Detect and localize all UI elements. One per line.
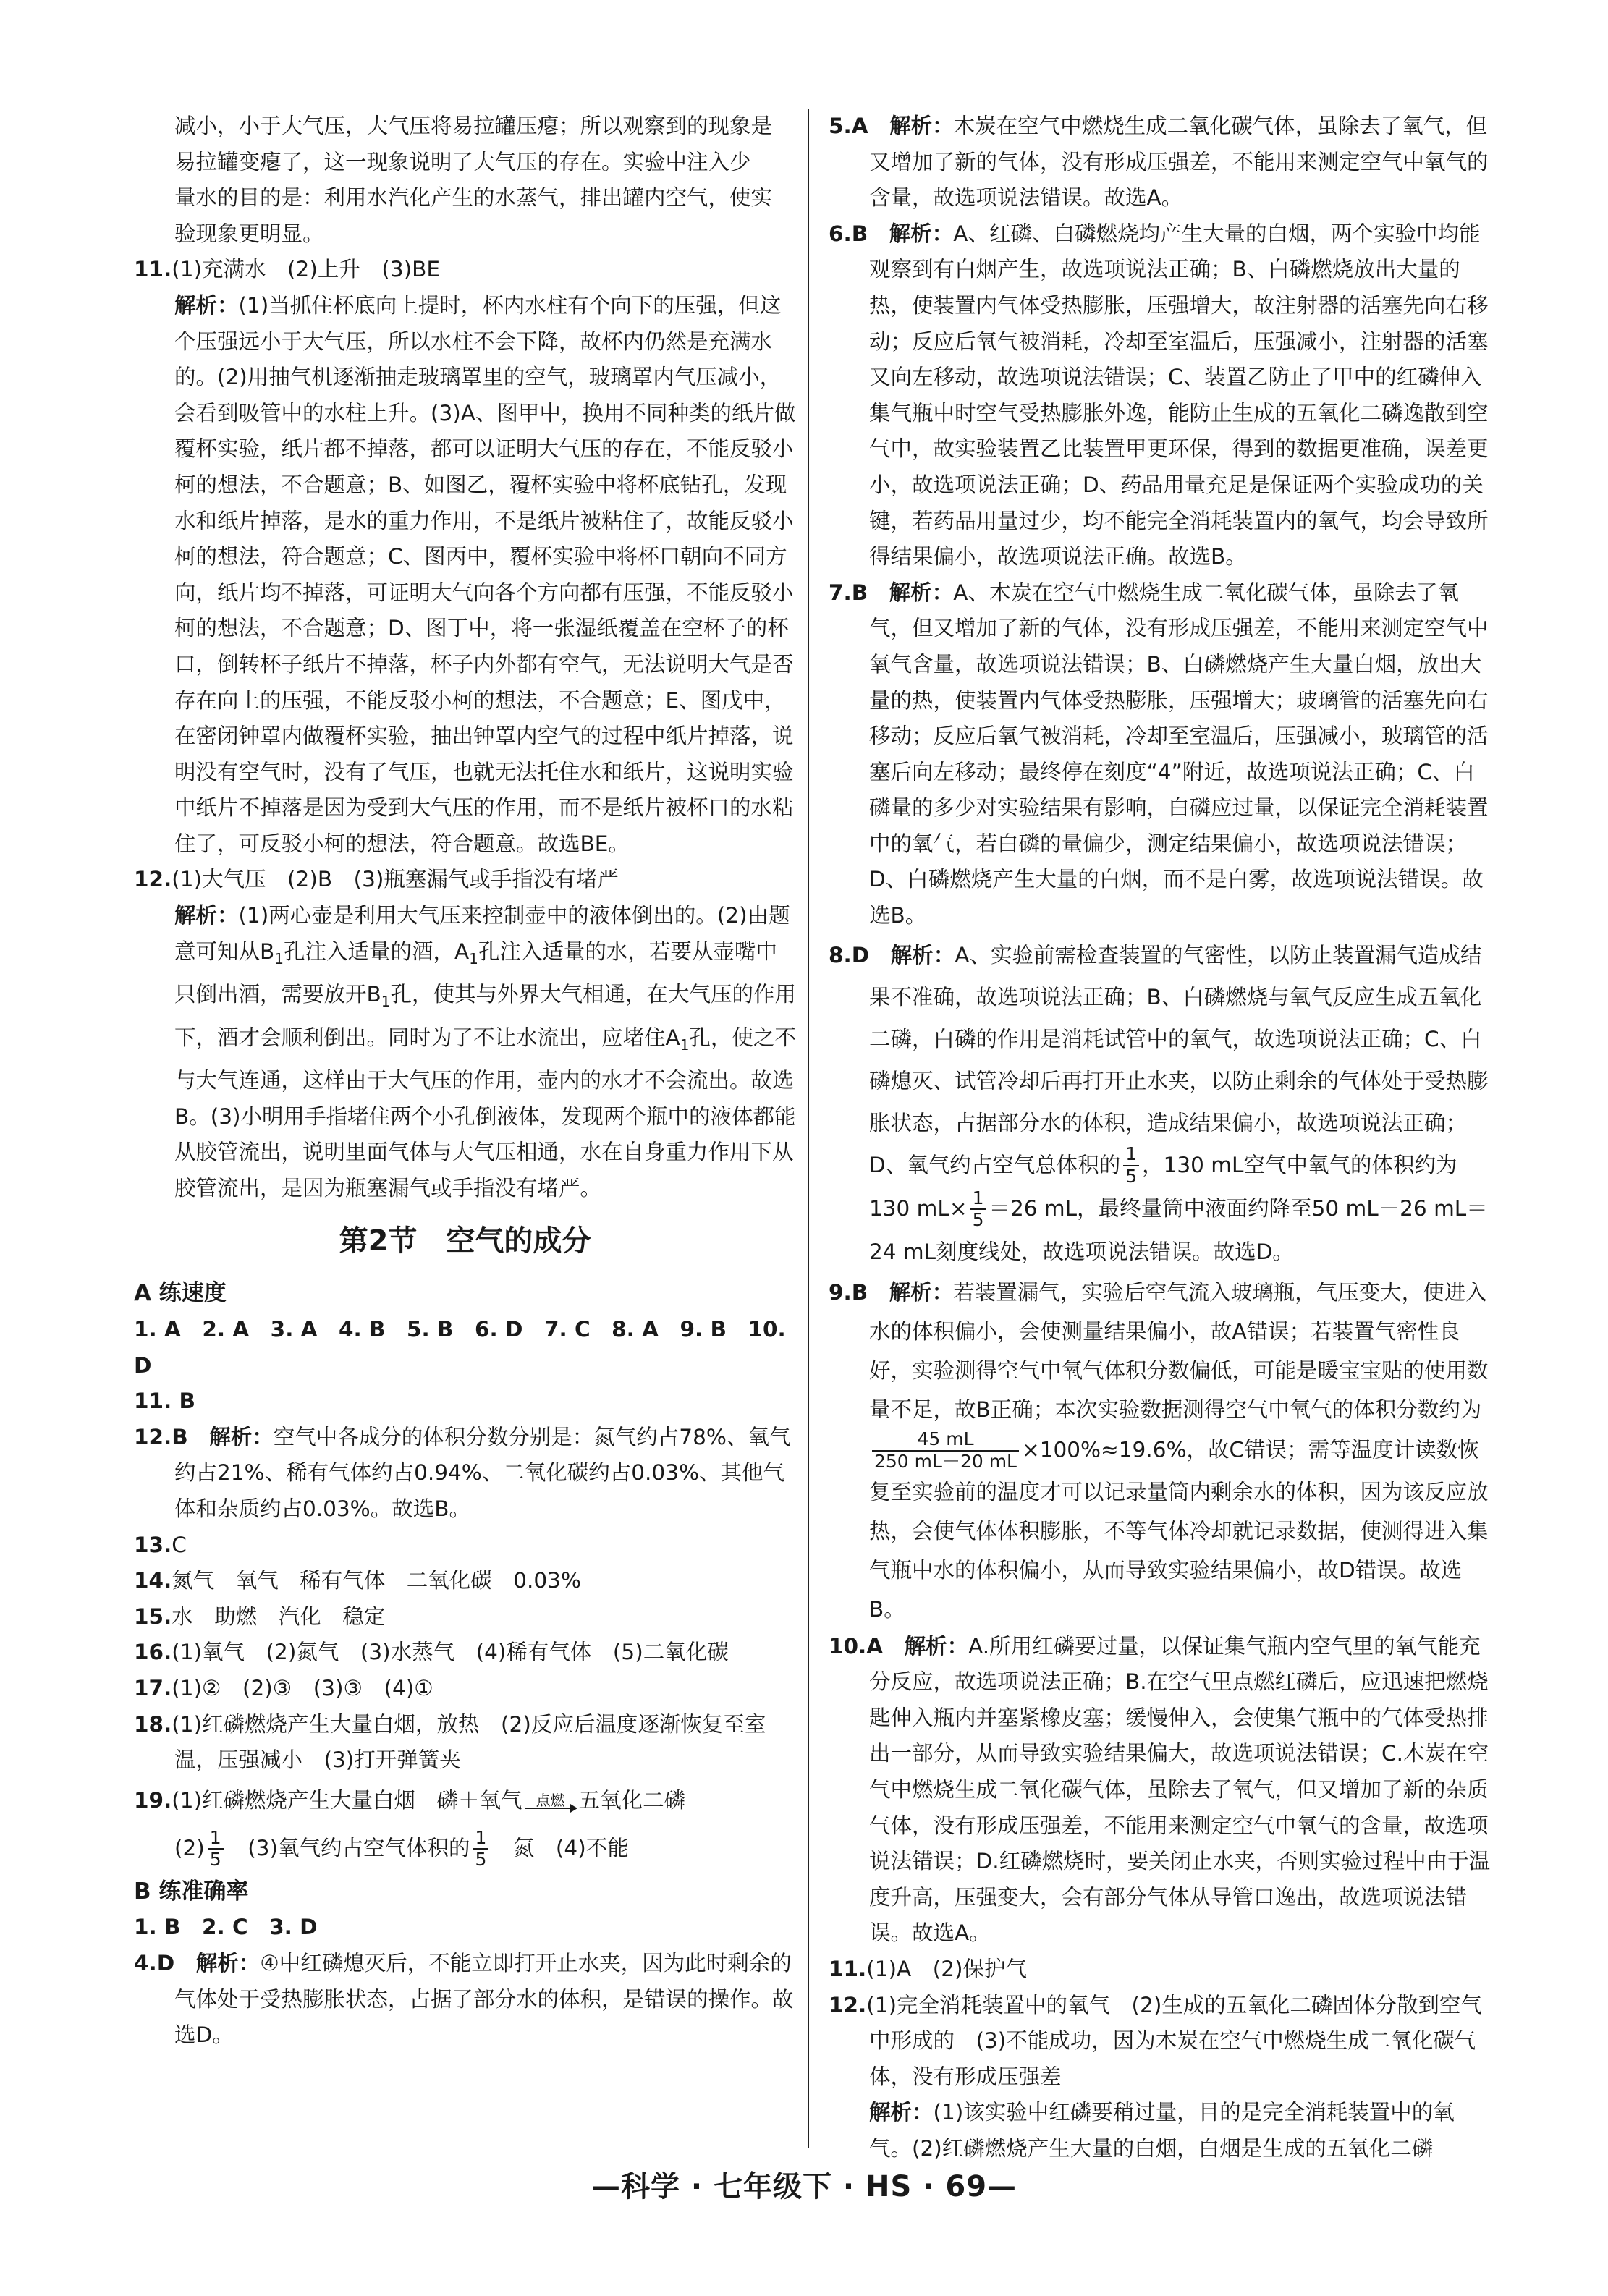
answer-9: 9.B 解析：若装置漏气，实验后空气流入玻璃瓶，气压变大，使进入水的体积偏小，会使测量结果偏小，故A错误；若装置气密性良好，实验测得空气中氧气体积分数偏低，可能是暖宝宝贴的使用数量不足，故B正确；本次实验数据测得空气中氧气的体积分数约为 $\frac{45 mL}{250 mL-20 mL}$ ×100%≈19.6%，故C错误；需等温度计读数恢复至实验前的温度才可以记录量筒内剩余水的体积，因为该反应放热，会使气体体积膨胀，不等气体冷却就记录数据，使测得进入集气瓶中水的体积偏小，从而导致实验结果偏小，故D错误。故选B。 — [829, 1280, 1489, 1622]
explanation-11: 解析：(1)当抓住杯底向上提时，杯内水柱有个向下的压强，但这个压强远小于大气压，所以水柱不会下降，故杯内仍然是充满水的。(2)用抽气机逐渐抽走玻璃罩里的空气，玻璃罩内气压减小，会看到吸管中的水柱上升。(3)A、图甲中，换用不同种类的纸片做覆杯实验，纸片都不掉落，都可以证明大气压的存在，不能反驳小柯的想法，不合题意；B、如图乙，覆杯实验中将杯底钻孔，发现水和纸片掉落，是水的重力作用，不是纸片被粘住了，故能反驳小柯的想法，符合题意；C、图丙中，覆杯实验中将杯口朝向不同方向，纸片均不掉落，可证明大气向各个方向都有压强，不能反驳小柯的想法，不合题意；D、图丁中，将一张湿纸覆盖在空杯子的杯口，倒转杯子纸片不掉落，杯子内外都有空气，无法说明大气是否存在向上的压强，不能反驳小柯的想法，不合题意；E、图戊中，在密闭钟罩内做覆杯实验，抽出钟罩内空气的过程中纸片掉落，说明没有空气时，没有了气压，也就无法托住水和纸片，这说明实验中纸片不掉落是因为受到大气压的作用，而不是纸片被杯口的水粘住了，可反驳小柯的想法，符合题意。故选BE。 — [174, 292, 796, 856]
answer-18: 18.(1)红磷燃烧产生大量白烟，放热 (2)反应后温度逐渐恢复至室温，压强减小 (3)打开弹簧夹 — [134, 1711, 766, 1773]
cont-line: 易拉罐变瘪了，这一现象说明了大气压的存在。实验中注入少 — [174, 149, 751, 174]
left-column — [134, 109, 796, 2054]
section-title: 第2节 空气的成分 — [339, 1224, 591, 1258]
reaction-arrow: 点燃 — [525, 1793, 576, 1809]
answer-6: 6.B 解析：A、红磷、白磷燃烧均产生大量的白烟，两个实验中均能观察到有白烟产生，故选项说法正确；B、白磷燃烧放出大量的热，使装置内气体受热膨胀，压强增大，故注射器的活塞先向右移动；反应后氧气被消耗，冷却至室温后，压强减小，注射器的活塞又向左移动，故选项说法错误；C、装置乙防止了甲中的红磷伸入集气瓶中时空气受热膨胀外逸，能防止生成的五氧化二磷逸散到空气中，故实验装置乙比装置甲更环保，得到的数据更准确，误差更小，故选项说法正确；D、药品用量充足是保证两个实验成功的关键，若药品用量过少，均不能完全消耗装置内的氧气，均会导致所得结果偏小，故选项说法正确。故选B。 — [829, 221, 1489, 569]
right-column — [829, 109, 1491, 2167]
answers-row-2: 11. B — [134, 1389, 196, 1414]
answer-17: 17.(1)② (2)③ (3)③ (4)① — [134, 1676, 433, 1701]
fraction: $\frac{45 mL}{250 mL-20 mL}$ — [872, 1429, 1019, 1473]
explanation-12-right: 解析：(1)该实验中红磷要稍过量，目的是完全消耗装置中的氧气。(2)红磷燃烧产生大量的白烟，白烟是生成的五氧化二磷 — [869, 2100, 1455, 2161]
answer-15: 15.水 助燃 汽化 稳定 — [134, 1604, 386, 1629]
cont-line: 验现象更明显。 — [174, 221, 324, 246]
part-b-heading: B 练准确率 — [134, 1878, 249, 1905]
page-footer: —科学 · 七年级下 · HS · 69— — [591, 2170, 1017, 2203]
answer-19: 19.(1)红磷燃烧产生大量白烟 磷＋氧气 点燃 五氧化二磷 — [134, 1787, 686, 1813]
answer-11-right: 11.(1)A (2)保护气 — [829, 1957, 1028, 1981]
answer-4: 4.D 解析：④中红磷熄灭后，不能立即打开止水夹，因为此时剩余的气体处于受热膨胀状态，占据了部分水的体积，是错误的操作。故选D。 — [134, 1950, 794, 2048]
answer-19-cont: (2) $\frac{1}{5}$ (3)氧气约占空气体积的 $\frac{1}{5}$ 氮 (4)不能 — [174, 1826, 629, 1871]
answer-5: 5.A 解析：木炭在空气中燃烧生成二氧化碳气体，虽除去了氧气，但又增加了新的气体，没有形成压强差，不能用来测定空气中氧气的含量，故选项说法错误。故选A。 — [829, 114, 1489, 211]
answer-12: 12.(1)大气压 (2)B (3)瓶塞漏气或手指没有堵严 — [134, 867, 619, 892]
answer-7: 7.B 解析：A、木炭在空气中燃烧生成二氧化碳气体，虽除去了氧气，但又增加了新的气体，没有形成压强差，不能用来测定空气中氧气含量，故选项说法错误；B、白磷燃烧产生大量白烟，放出大量的热，使装置内气体受热膨胀，压强增大；玻璃管的活塞先向右移动；反应后氧气被消耗，冷却至室温后，压强减小，玻璃管的活塞后向左移动；最终停在刻度“4”附近，故选项说法正确；C、白磷量的多少对实验结果有影响，白磷应过量，以保证完全消耗装置中的氧气，若白磷的量偏少，测定结果偏小，故选项说法错误；D、白磷燃烧产生大量的白烟，而不是白雾，故选项说法错误。故选B。 — [829, 580, 1489, 928]
answer-8: 8.D 解析：A、实验前需检查装置的气密性，以防止装置漏气造成结果不准确，故选项说法正确；B、白磷燃烧与氧气反应生成五氧化二磷，白磷的作用是消耗试管中的氧气，故选项说法正确；C、白磷熄灭、试管冷却后再打开止水夹，以防止剩余的气体处于受热膨胀状态，占据部分水的体积，造成结果偏小，故选项说法正确；D、氧气约占空气总体积的 $\frac{1}{5}$ ，130 mL空气中氧气的体积约为130 mL× $\frac{1}{5}$ ＝26 mL，最终量筒中液面约降至50 mL－26 mL＝24 mL刻度线处，故选项说法错误。故选D。 — [829, 942, 1489, 1265]
answer-16: 16.(1)氧气 (2)氮气 (3)水蒸气 (4)稀有气体 (5)二氧化碳 — [134, 1640, 729, 1665]
answer-13: 13.C — [134, 1532, 187, 1557]
answer-10: 10.A 解析：A.所用红磷要过量，以保证集气瓶内空气里的氧气能充分反应，故选项说法正确；B.在空气里点燃红磷后，应迅速把燃烧匙伸入瓶内并塞紧橡皮塞；缓慢伸入，会使集气瓶中的气体受热排出一部分，从而导致实验结果偏大，故选项说法错误；C.木炭在空气中燃烧生成二氧化碳气体，虽除去了氧气，但又增加了新的杂质气体，没有形成压强差，不能用来测定空气中氧气的含量，故选项说法错误；D.红磷燃烧时，要关闭止水夹，否则实验过程中由于温度升高，压强变大，会有部分气体从导管口逸出，故选项说法错误。故选A。 — [829, 1633, 1491, 1946]
answer-11: 11.(1)充满水 (2)上升 (3)BE — [134, 257, 441, 282]
fraction: $\frac{1}{5}$ — [473, 1828, 489, 1871]
answers-row-1: 1. A 2. A 3. A 4. B 5. B 6. D 7. C 8. A 9. B 10. D — [134, 1317, 786, 1378]
fraction: $\frac{1}{5}$ — [970, 1188, 986, 1232]
fraction: $\frac{1}{5}$ — [208, 1828, 224, 1871]
answer-12-right: 12.(1)完全消耗装置中的氧气 (2)生成的五氧化二磷固体分散到空气中形成的 (3)不能成功，因为木炭在空气中燃烧生成二氧化碳气体，没有形成压强差 — [829, 1992, 1482, 2089]
answer-14: 14.氮气 氧气 稀有气体 二氧化碳 0.03% — [134, 1568, 581, 1593]
answers-row-b1: 1. B 2. C 3. D — [134, 1915, 318, 1940]
fraction: $\frac{1}{5}$ — [1123, 1144, 1139, 1187]
column-divider — [808, 109, 809, 2148]
cont-line: 量水的目的是：利用水汽化产生的水蒸气，排出罐内空气，使实 — [174, 185, 773, 211]
cont-line: 减小，小于大气压，大气压将易拉罐压瘪；所以观察到的现象是 — [174, 114, 773, 138]
explanation-12: 解析：(1)两心壶是利用大气压来控制壶中的液体倒出的。(2)由题意可知从$B_1$孔注入适量的酒，$A_1$孔注入适量的水，若要从壶嘴中只倒出酒，需要放开$B_1$孔，使其与外界大气相通，在大气压的作用下，酒才会顺利倒出。同时为了不让水流出，应堵住$A_1$孔，使之不与大气连通，这样由于大气压的作用，壶内的水才不会流出。故选B。(3)小明用手指堵住两个小孔倒液体，发现两个瓶中的液体都能从胶管流出，说明里面气体与大气压相通，水在自身重力作用下从胶管流出，是因为瓶塞漏气或手指没有堵严。 — [174, 903, 796, 1200]
part-a-heading: A 练速度 — [134, 1280, 227, 1307]
answer-12a: 12.B 解析：空气中各成分的体积分数分别是：氮气约占78%、氧气约占21%、稀有气体约占0.94%、二氧化碳约占0.03%、其他气体和杂质约占0.03%。故选B。 — [134, 1424, 791, 1522]
